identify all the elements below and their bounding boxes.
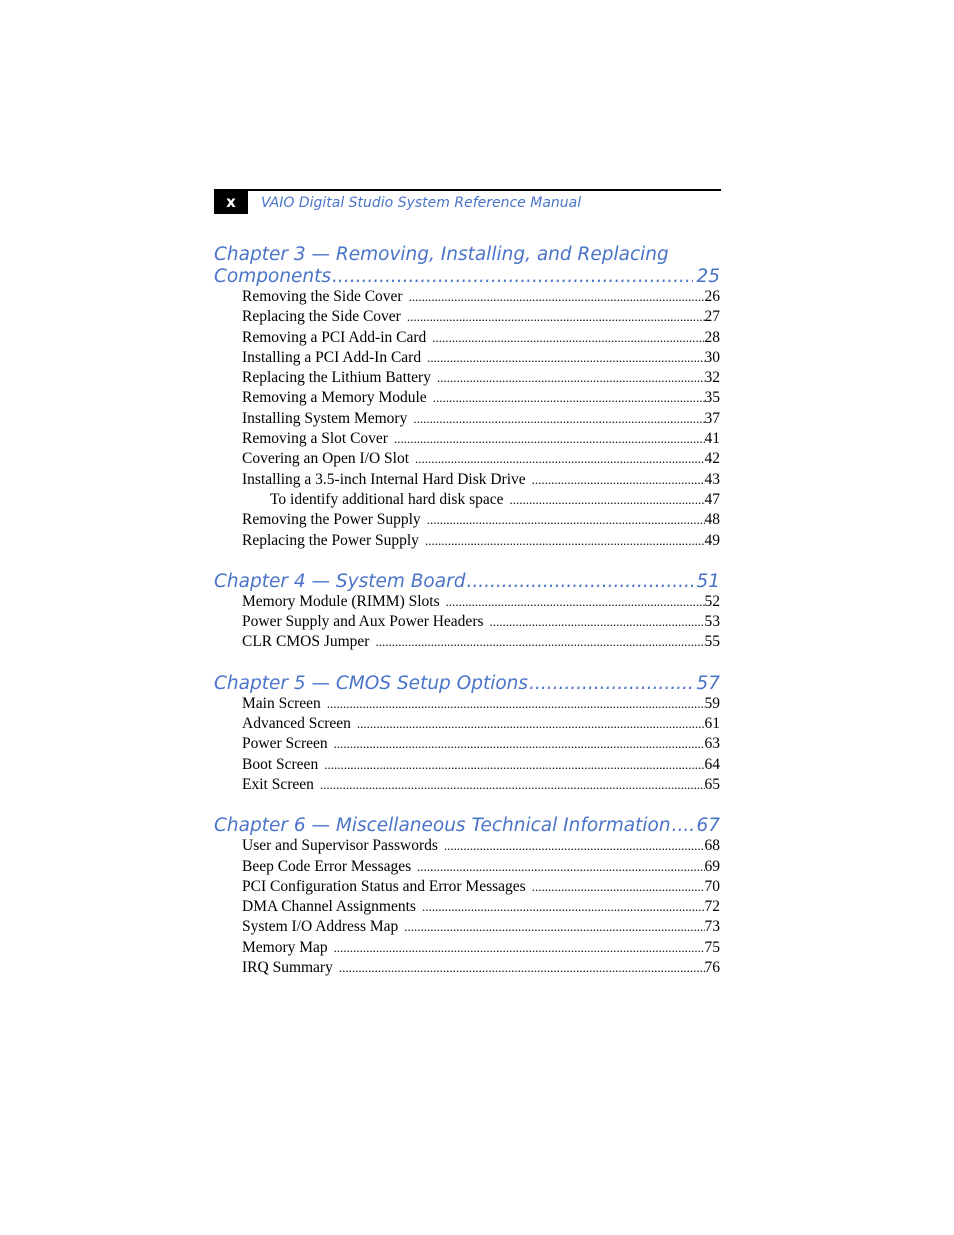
entry-title: Replacing the Side Cover (242, 308, 401, 326)
toc-entry[interactable] (214, 349, 720, 369)
toc-chapter-section (214, 571, 720, 654)
entry-title: Beep Code Error Messages (242, 857, 412, 875)
entry-page-number: 52 (704, 592, 720, 610)
dot-leader (672, 815, 694, 837)
toc-entry[interactable] (214, 511, 720, 531)
toc-entry[interactable] (214, 939, 720, 959)
chapter-title: Chapter 5 — CMOS Setup Options (214, 672, 529, 694)
toc-entry[interactable] (214, 633, 720, 653)
entry-title: Boot Screen (242, 755, 319, 773)
chapter-page-number: 67 (696, 815, 720, 837)
toc-entry[interactable] (214, 389, 720, 409)
entry-page-number: 59 (704, 694, 720, 712)
entry-title: Installing a 3.5-inch Internal Hard Disk Drive (242, 470, 526, 488)
dot-leader (409, 289, 705, 305)
entry-title: Replacing the Lithium Battery (242, 369, 431, 387)
chapter-title: Components (214, 266, 332, 287)
entry-title: Installing a PCI Add-In Card (242, 348, 422, 366)
toc-entry[interactable] (214, 735, 720, 755)
entry-title: Exit Screen (242, 775, 314, 793)
entry-page-number: 30 (704, 348, 720, 366)
entry-page-number: 48 (704, 511, 720, 529)
dot-leader (332, 266, 693, 288)
entry-title: Removing a Memory Module (242, 389, 427, 407)
dot-leader (404, 919, 704, 935)
dot-leader (407, 309, 705, 325)
toc-entry[interactable] (214, 430, 720, 450)
toc-entry[interactable] (214, 532, 720, 552)
chapter-page-number: 51 (696, 570, 720, 592)
toc-entry[interactable] (214, 450, 720, 470)
dot-leader (427, 350, 704, 366)
entry-title: Advanced Screen (242, 715, 351, 733)
entry-page-number: 76 (704, 959, 720, 977)
entry-page-number: 61 (704, 715, 720, 733)
toc-entry[interactable] (214, 756, 720, 776)
chapter-heading[interactable] (214, 244, 720, 288)
toc-entry[interactable] (214, 878, 720, 898)
entry-page-number: 43 (704, 470, 720, 488)
entry-title: Covering an Open I/O Slot (242, 450, 410, 468)
entry-page-number: 68 (704, 837, 720, 855)
entry-title: System I/O Address Map (242, 918, 399, 936)
dot-leader (415, 451, 704, 467)
toc-entry[interactable] (214, 837, 720, 857)
dot-leader (327, 696, 705, 712)
toc-entry[interactable] (214, 369, 720, 389)
chapter-page-number: 25 (696, 266, 720, 287)
dot-leader (422, 899, 705, 915)
toc-entry[interactable] (214, 959, 720, 979)
entry-page-number: 64 (704, 755, 720, 773)
entry-page-number: 53 (704, 613, 720, 631)
toc-entry[interactable] (214, 776, 720, 796)
entry-title: DMA Channel Assignments (242, 898, 416, 916)
entry-page-number: 26 (704, 288, 720, 305)
entry-title: Removing the Side Cover (242, 288, 403, 305)
toc-entry[interactable] (214, 329, 720, 349)
dot-leader (510, 492, 705, 508)
entry-page-number: 49 (704, 531, 720, 549)
dot-leader (466, 571, 693, 593)
toc-chapter-section (214, 815, 720, 979)
chapter-heading[interactable] (214, 815, 720, 837)
toc-chapter-section (214, 244, 720, 552)
entry-page-number: 70 (704, 877, 720, 895)
entry-page-number: 69 (704, 857, 720, 875)
page-number: x (214, 191, 248, 214)
entry-title: Power Screen (242, 735, 328, 753)
chapter-page-number: 57 (696, 672, 720, 694)
entry-title: Removing a Slot Cover (242, 430, 388, 448)
entry-page-number: 73 (704, 918, 720, 936)
entry-title: IRQ Summary (242, 959, 333, 977)
entry-title: To identify additional hard disk space (270, 490, 504, 508)
dot-leader (532, 879, 705, 895)
dot-leader (324, 757, 704, 773)
entry-title: Replacing the Power Supply (242, 531, 419, 549)
dot-leader (334, 940, 705, 956)
running-title: VAIO Digital Studio System Reference Manual (261, 195, 582, 211)
toc-chapter-section (214, 673, 720, 796)
entry-title: Main Screen (242, 694, 321, 712)
running-header (214, 189, 721, 216)
toc-entry[interactable] (214, 918, 720, 938)
toc-entry[interactable] (214, 613, 720, 633)
entry-page-number: 35 (704, 389, 720, 407)
dot-leader (446, 594, 705, 610)
entry-page-number: 65 (704, 775, 720, 793)
dot-leader (394, 431, 705, 447)
dot-leader (433, 390, 705, 406)
dot-leader (339, 960, 705, 976)
entry-title: Removing the Power Supply (242, 511, 421, 529)
entry-page-number: 27 (704, 308, 720, 326)
toc-entry[interactable] (214, 471, 720, 491)
dot-leader (432, 330, 704, 346)
entry-title: PCI Configuration Status and Error Messages (242, 877, 526, 895)
chapter-title-line1: Chapter 3 — Removing, Installing, and Replacing (214, 244, 669, 265)
toc-entry[interactable] (214, 288, 720, 308)
dot-leader (444, 838, 705, 854)
table-of-contents (214, 244, 720, 998)
toc-entry[interactable] (214, 410, 720, 430)
chapter-title: Chapter 4 — System Board (214, 570, 466, 592)
entry-page-number: 42 (704, 450, 720, 468)
entry-title: Removing a PCI Add-in Card (242, 328, 427, 346)
entry-title: Memory Map (242, 938, 328, 956)
entry-page-number: 41 (704, 430, 720, 448)
entry-title: Memory Module (RIMM) Slots (242, 592, 440, 610)
entry-page-number: 75 (704, 938, 720, 956)
toc-entry[interactable] (214, 308, 720, 328)
entry-page-number: 63 (704, 735, 720, 753)
dot-leader (425, 533, 705, 549)
entry-title: Installing System Memory (242, 409, 408, 427)
entry-title: User and Supervisor Passwords (242, 837, 438, 855)
entry-title: CLR CMOS Jumper (242, 633, 370, 651)
toc-subentry[interactable] (214, 491, 720, 511)
dot-leader (529, 673, 693, 695)
toc-entry[interactable] (214, 715, 720, 735)
dot-leader (413, 411, 704, 427)
dot-leader (320, 777, 705, 793)
entry-page-number: 37 (704, 409, 720, 427)
dot-leader (490, 614, 705, 630)
entry-page-number: 55 (704, 633, 720, 651)
dot-leader (532, 472, 705, 488)
chapter-title: Chapter 6 — Miscellaneous Technical Information (214, 815, 671, 837)
dot-leader (375, 634, 704, 650)
entry-title: Power Supply and Aux Power Headers (242, 613, 484, 631)
dot-leader (357, 716, 705, 732)
dot-leader (417, 859, 704, 875)
entry-page-number: 47 (704, 490, 720, 508)
chapter-heading[interactable] (214, 673, 720, 695)
entry-page-number: 32 (704, 369, 720, 387)
entry-page-number: 72 (704, 898, 720, 916)
entry-page-number: 28 (704, 328, 720, 346)
toc-entry[interactable] (214, 593, 720, 613)
dot-leader (437, 370, 705, 386)
chapter-heading[interactable] (214, 571, 720, 593)
toc-entry[interactable] (214, 695, 720, 715)
toc-entry[interactable] (214, 898, 720, 918)
dot-leader (427, 512, 705, 528)
dot-leader (334, 736, 705, 752)
toc-entry[interactable] (214, 858, 720, 878)
